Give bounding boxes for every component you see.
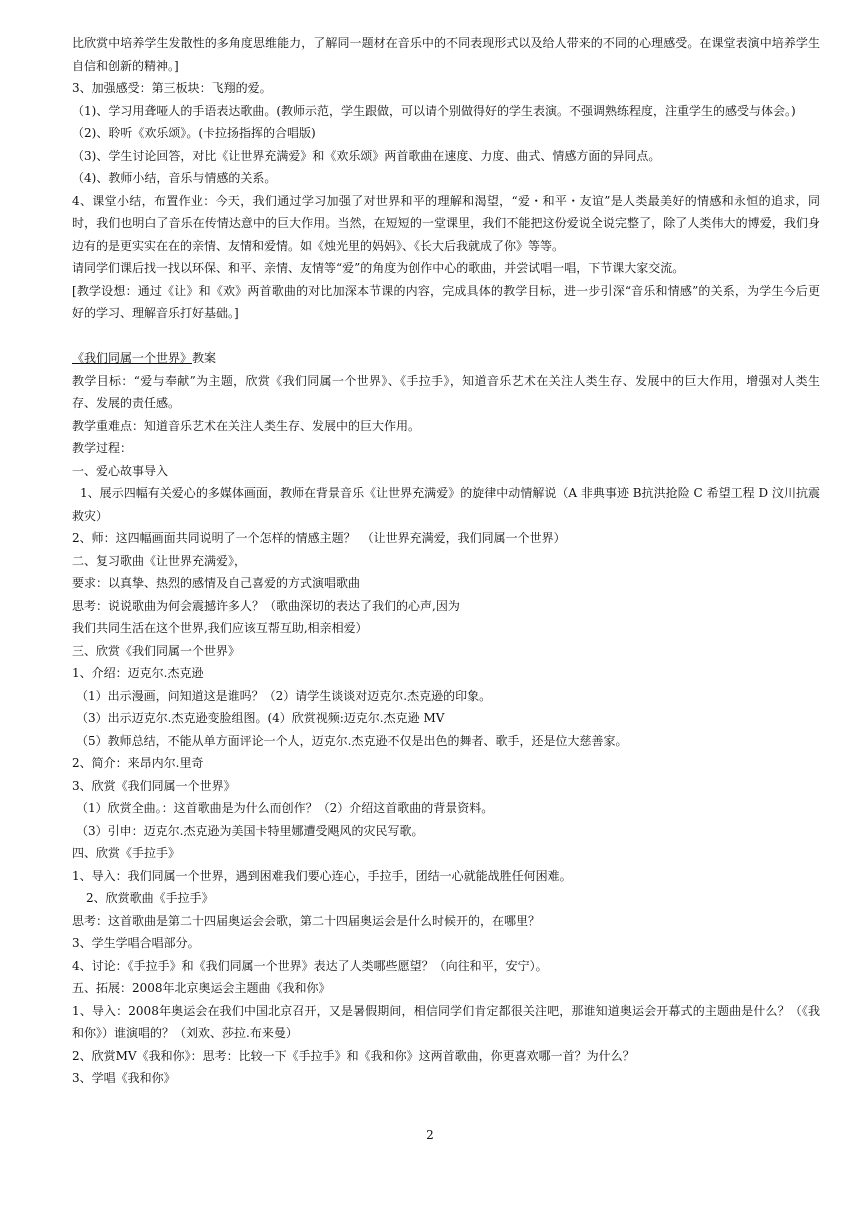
- paragraph: （3）引申：迈克尔.杰克逊为美国卡特里娜遭受飓风的灾民写歌。: [76, 823, 424, 838]
- section-heading: 二、复习歌曲《让世界充满爱》，: [72, 553, 247, 568]
- paragraph: （1)、学习用聋哑人的手语表达歌曲。(教师示范，学生跟做，可以请个别做得好的学生表演。不强调熟练程度，注重学生的感受与体会。): [72, 103, 796, 118]
- paragraph: 2、简介：来昂内尔.里奇: [72, 756, 204, 770]
- paragraph: 1、展示四幅有关爱心的多媒体画面，教师在背景音乐《让世界充满爱》的旋律中动情解说（A 非典事迹 B抗洪抢险 C 希望工程 D 汶川抗震救灾）: [72, 486, 820, 523]
- paragraph: 教学过程：: [72, 441, 133, 455]
- paragraph: 3、加强感受：第三板块：飞翔的爱。: [72, 81, 272, 95]
- paragraph: 4、讨论：《手拉手》和《我们同属一个世界》表达了人类哪些愿望？（向往和平，安宁）。: [72, 958, 548, 973]
- paragraph: （1）出示漫画，问知道这是谁吗？（2）请学生谈谈对迈克尔.杰克逊的印象。: [76, 688, 492, 703]
- paragraph: 1、介绍：迈克尔.杰克逊: [72, 666, 204, 680]
- paragraph: 思考：说说歌曲为何会震撼许多人？（歌曲深切的表达了我们的心声,因为: [72, 598, 460, 613]
- paragraph: 要求：以真挚、热烈的感情及自己喜爱的方式演唱歌曲: [72, 576, 361, 590]
- paragraph: 2、欣赏MV《我和你》：思考：比较一下《手拉手》和《我和你》这两首歌曲，你更喜欢哪一首？为什么？: [72, 1048, 635, 1063]
- paragraph: 4、课堂小结，布置作业：今天，我们通过学习加强了对世界和平的理解和渴望，“爱・和平・友谊”是人类最美好的情感和永恒的追求，同时，我们也明白了音乐在传情达意中的巨大作用。当然，在短短的一堂课里，我们不能把这份爱说全说完整了，除了人类伟大的博爱，我们身边有的是更实实在在的亲情、友情和爱情。如《烛光里的妈妈》、《长大后我就成了你》等等。: [72, 193, 820, 253]
- paragraph: 教学目标：“爱与奉献”为主题，欣赏《我们同属一个世界》、《手拉手》，知道音乐艺术在关注人类生存、发展中的巨大作用，增强对人类生存、发展的责任感。: [72, 373, 820, 410]
- section-heading: 四、欣赏《手拉手》: [72, 846, 181, 860]
- paragraph: 3、学唱《我和你》: [72, 1071, 176, 1085]
- lesson-heading: [72, 347, 820, 370]
- paragraph: （5）教师总结，不能从单方面评论一个人，迈克尔.杰克逊不仅是出色的舞者、歌手，还是位大慈善家。: [76, 733, 628, 748]
- section-heading: 三、欣赏《我们同属一个世界》: [72, 643, 241, 658]
- lesson-title: 《我们同属一个世界》: [72, 351, 193, 365]
- paragraph: 我们共同生活在这个世界,我们应该互帮互助,相亲相爱）: [72, 621, 368, 635]
- page-number: 2: [426, 1128, 434, 1142]
- section-heading: 一、爱心故事导入: [72, 463, 169, 478]
- paragraph: 3、欣赏《我们同属一个世界》: [72, 778, 236, 793]
- paragraph: 思考：这首歌曲是第二十四届奥运会会歌，第二十四届奥运会是什么时候开的，在哪里？: [72, 913, 541, 928]
- paragraph: 1、导入：2008年奥运会在我们中国北京召开，又是暑假期间，相信同学们肯定都很关注吧，那谁知道奥运会开幕式的主题曲是什么？（《我和你》）谁演唱的？（刘欢、莎拉.布来曼）: [72, 1003, 820, 1040]
- paragraph: 教学重难点：知道音乐艺术在关注人类生存、发展中的巨大作用。: [72, 418, 421, 433]
- paragraph: 2、欣赏歌曲《手拉手》: [86, 891, 214, 905]
- document-body: [72, 32, 820, 1090]
- paragraph: 3、学生学唱合唱部分。: [72, 936, 200, 950]
- paragraph: 1、导入：我们同属一个世界，遇到困难我们要心连心，手拉手，团结一心就能战胜任何困难。: [72, 868, 572, 883]
- paragraph: 请同学们课后找一找以环保、和平、亲情、友情等“爱”的角度为创作中心的歌曲，并尝试唱一唱，下节课大家交流。: [72, 261, 685, 275]
- paragraph: （3)、学生讨论回答，对比《让世界充满爱》和《欢乐颂》两首歌曲在速度、力度、曲式、情感方面的异同点。: [72, 148, 661, 163]
- paragraph: [教学设想：通过《让》和《欢》两首歌曲的对比加深本节课的内容，完成具体的教学目标，进一步引深“音乐和情感”的关系，为学生今后更好的学习、理解音乐打好基础。]: [72, 283, 820, 320]
- paragraph: （2)、聆听《欢乐颂》。(卡拉扬指挥的合唱版): [72, 126, 316, 140]
- paragraph: （4)、教师小结，音乐与情感的关系。: [72, 171, 277, 185]
- paragraph: （3）出示迈克尔.杰克逊变脸组图。(4）欣赏视频:迈克尔.杰克逊 MV: [76, 711, 445, 725]
- paragraph: 比欣赏中培养学生发散性的多角度思维能力，了解同一题材在音乐中的不同表现形式以及给人带来的不同的心理感受。在课堂表演中培养学生自信和创新的精神。]: [72, 36, 820, 73]
- paragraph: 2、师：这四幅画面共同说明了一个怎样的情感主题？ （让世界充满爱，我们同属一个世界）: [72, 531, 566, 545]
- section-heading: 五、拓展：2008年北京奥运会主题曲《我和你》: [72, 981, 331, 995]
- blank-line: [72, 325, 820, 348]
- paragraph: （1）欣赏全曲。：这首歌曲是为什么而创作？（2）介绍这首歌曲的背景资料。: [76, 801, 494, 815]
- lesson-title-suffix: 教案: [192, 351, 217, 365]
